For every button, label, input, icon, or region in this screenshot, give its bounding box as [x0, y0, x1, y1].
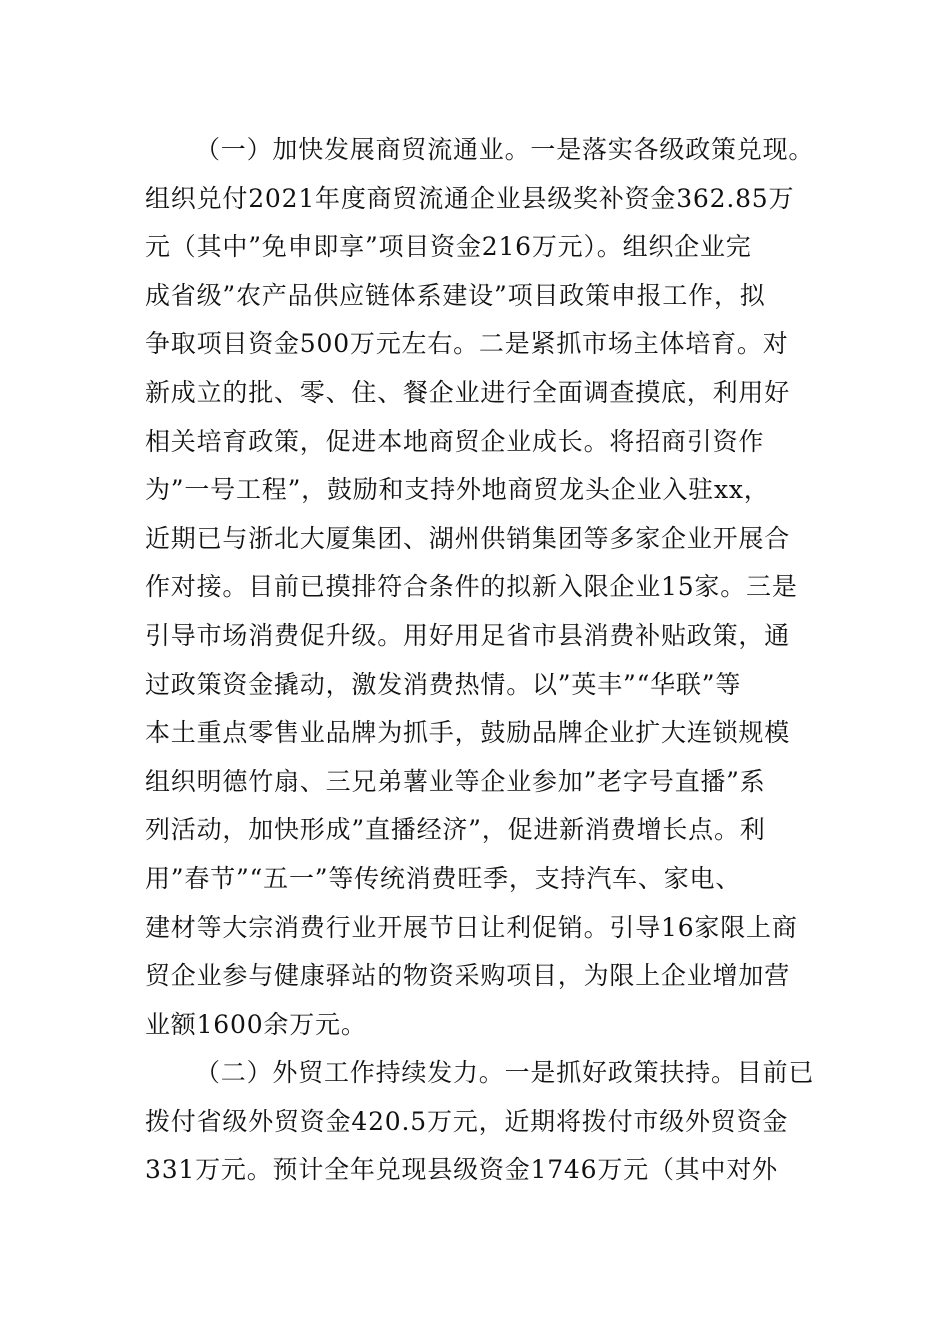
text-line: 列活动，加快形成”直播经济”，促进新消费增长点。利 [145, 815, 766, 845]
text-line: 作对接。目前已摸排符合条件的拟新入限企业15家。三是 [145, 572, 798, 602]
text-line: 组织兑付2021年度商贸流通企业县级奖补资金362.85万 [145, 183, 795, 213]
text-line: 新成立的批、零、住、餐企业进行全面调查摸底，利用好 [145, 377, 791, 407]
text-line: 业额1600余万元。 [145, 1009, 367, 1039]
text-line: 相关培育政策，促进本地商贸企业成长。将招商引资作 [145, 426, 765, 456]
text-line: 组织明德竹扇、三兄弟薯业等企业参加”老字号直播”系 [145, 766, 766, 796]
text-line: 建材等大宗消费行业开展节日让利促销。引导16家限上商 [145, 912, 798, 942]
text-line: 近期已与浙北大厦集团、湖州供销集团等多家企业开展合 [145, 523, 791, 553]
text-line: 331万元。预计全年兑现县级资金1746万元（其中对外 [145, 1155, 778, 1185]
text-line: 元（其中”免申即享”项目资金216万元）。组织企业完 [145, 232, 752, 262]
document-body [145, 126, 815, 1195]
text-line: 为”一号工程”，鼓励和支持外地商贸龙头企业入驻xx， [145, 475, 770, 505]
text-line: 成省级”农产品供应链体系建设”项目政策申报工作，拟 [145, 280, 766, 310]
text-line: 本土重点零售业品牌为抓手，鼓励品牌企业扩大连锁规模 [145, 718, 791, 748]
paragraph-1-heading-line: （一）加快发展商贸流通业。一是落实各级政策兑现。 [195, 135, 815, 164]
paragraph-2-heading-line: （二）外贸工作持续发力。一是抓好政策扶持。目前已 [195, 1058, 815, 1088]
text-line: 过政策资金撬动，激发消费热情。以”英丰”“华联”等 [145, 669, 742, 699]
text-line: 引导市场消费促升级。用好用足省市县消费补贴政策，通 [145, 620, 791, 650]
text-line: 用”春节”“五一”等传统消费旺季，支持汽车、家电、 [145, 863, 742, 893]
text-line: 拨付省级外贸资金420.5万元，近期将拨付市级外贸资金 [145, 1106, 789, 1136]
text-line: 贸企业参与健康驿站的物资采购项目，为限上企业增加营 [145, 961, 791, 991]
text-line: 争取项目资金500万元左右。二是紧抓市场主体培育。对 [145, 329, 789, 359]
